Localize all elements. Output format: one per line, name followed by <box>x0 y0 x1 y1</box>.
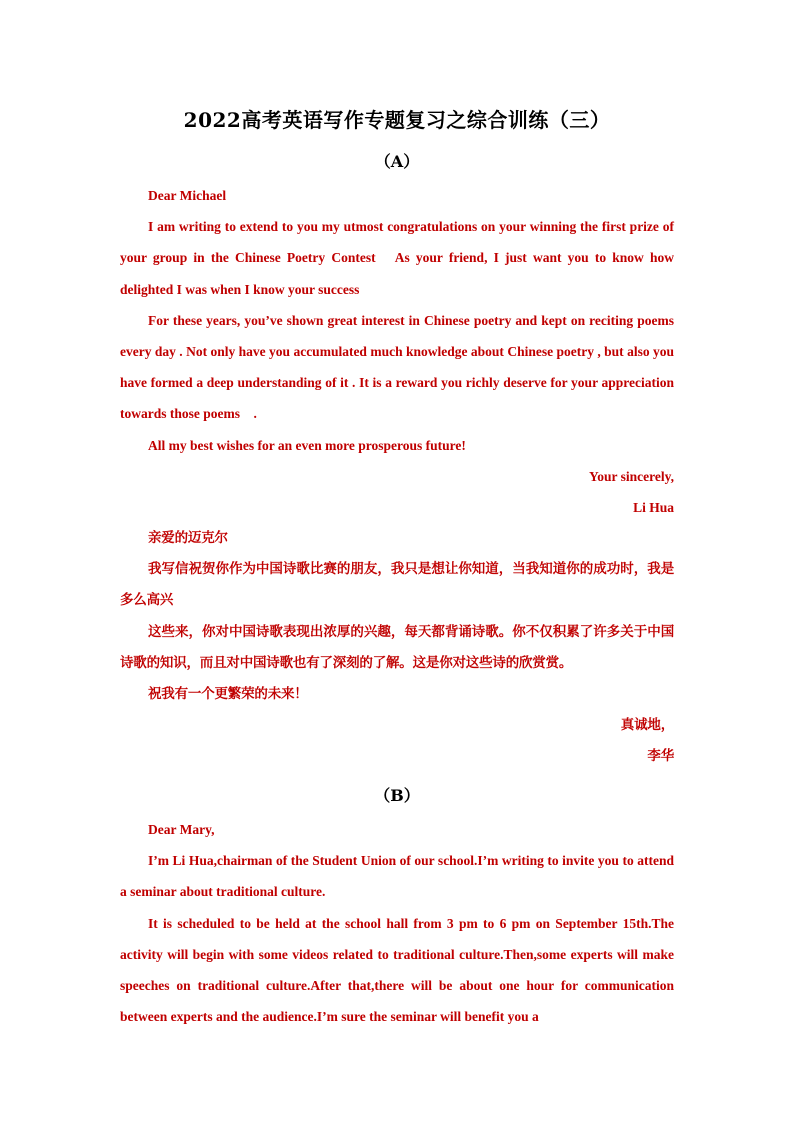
letter-a-zh-salutation: 亲爱的迈克尔 <box>148 530 228 546</box>
letter-a-paragraph-1: I am writing to extend to you my utmost congratulations on your winning the first prize of your group in the Chinese Poetry Contest As your friend, I just want you to know how delighted I was when I know your success <box>120 219 674 297</box>
letter-a-zh-signature: 李华 <box>647 748 674 765</box>
letter-b <box>120 814 674 1032</box>
letter-a-paragraph-3: All my best wishes for an even more prosperous future! <box>148 437 466 453</box>
letter-a-zh-closing: 真诚地， <box>620 717 674 734</box>
letter-b-salutation: Dear Mary, <box>148 822 215 837</box>
letter-b-paragraph-1: I’m Li Hua,chairman of the Student Union of our school.I’m writing to invite you to attend a seminar about traditional culture. <box>120 853 674 900</box>
letter-a-signature: Li Hua <box>633 500 674 516</box>
letter-a-chinese <box>120 523 674 773</box>
letter-a-zh-paragraph-3: 祝我有一个更繁荣的未来！ <box>148 686 308 703</box>
page-title: 2022高考英语写作专题复习之综合训练（三） <box>183 108 611 132</box>
letter-a-closing: Your sincerely, <box>588 468 674 484</box>
letter-a-salutation: Dear Michael <box>148 188 227 203</box>
letter-a-paragraph-2: For these years, you’ve shown great interest in Chinese poetry and kept on reciting poems every day . Not only have you accumulated much knowledge about Chinese poetry , but also you have formed a deep understanding of it . It is a reward you richly deserve for your appreciation towards those poems . <box>120 312 674 422</box>
section-a-label: （A） <box>374 152 420 171</box>
letter-b-paragraph-2: It is scheduled to be held at the school hall from 3 pm to 6 pm on September 15th.The activity will begin with some videos related to traditional culture.Then,some experts will make speeches on traditional culture.After that,there will be about one hour for communication between experts and the audience.I’m sure the seminar will benefit you a <box>120 915 674 1025</box>
letter-a-zh-paragraph-1: 我写信祝贺你作为中国诗歌比赛的朋友，我只是想让你知道，当我知道你的成功时，我是多么高兴 <box>120 561 674 609</box>
letter-a-english <box>120 180 674 523</box>
section-b-label: （B） <box>374 786 420 805</box>
letter-a-zh-paragraph-2: 这些来，你对中国诗歌表现出浓厚的兴趣，每天都背诵诗歌。你不仅积累了许多关于中国诗歌的知识，而且对中国诗歌也有了深刻的了解。这是你对这些诗的欣赏赏。 <box>120 623 674 671</box>
